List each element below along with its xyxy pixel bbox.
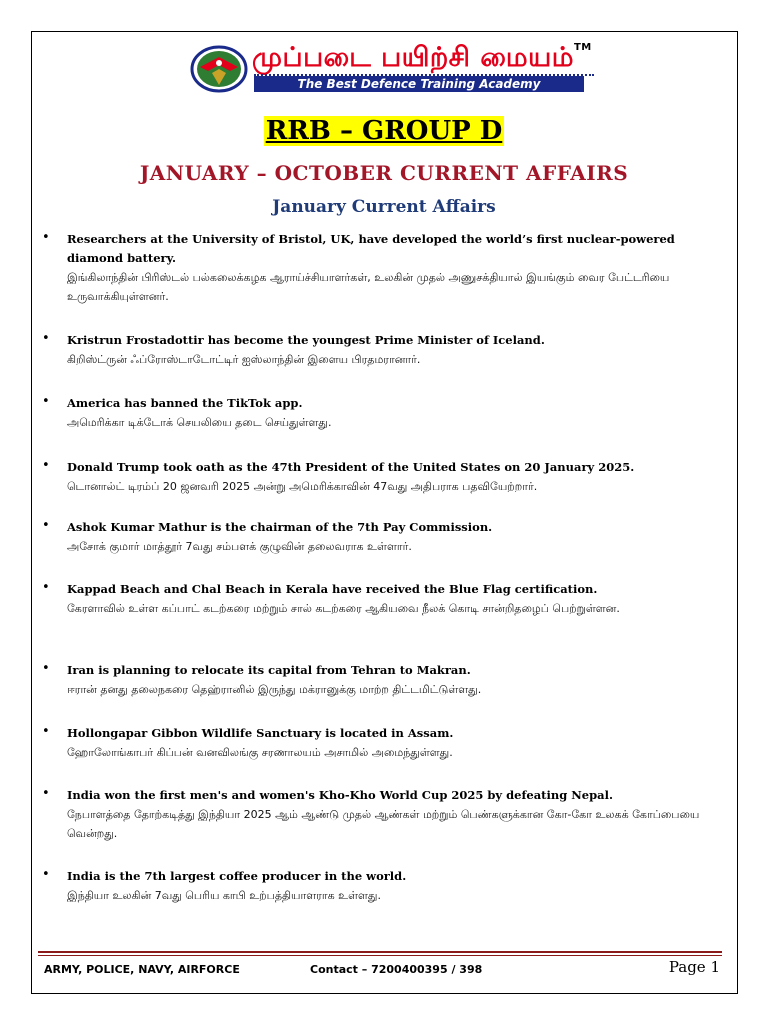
page-subtitle: JANUARY – OCTOBER CURRENT AFFAIRS	[139, 161, 629, 185]
item-english: Donald Trump took oath as the 47th President of the United States on 20 January 2025.	[67, 460, 635, 474]
bullet-icon: •	[42, 661, 50, 676]
item-english: Kristrun Frostadottir has become the youngest Prime Minister of Iceland.	[67, 333, 545, 347]
item-english: America has banned the TikTok app.	[67, 396, 303, 410]
brand-name-tamil: முப்படை பயிற்சி மையம்™	[252, 42, 592, 73]
item-english: Iran is planning to relocate its capital from Tehran to Makran.	[67, 663, 471, 677]
item-tamil: அமெரிக்கா டிக்டோக் செயலியை தடை செய்துள்ளது.	[67, 416, 332, 429]
page-title: RRB – GROUP D	[265, 116, 503, 146]
item-english: Researchers at the University of Bristol, UK, have developed the world’s first nuclear-powered diamond battery.	[67, 232, 675, 265]
bullet-icon: •	[42, 518, 50, 533]
bullet-icon: •	[42, 331, 50, 346]
footer-services: ARMY, POLICE, NAVY, AIRFORCE	[44, 963, 240, 976]
item-english: Hollongapar Gibbon Wildlife Sanctuary is located in Assam.	[67, 726, 454, 740]
section-heading: January Current Affairs	[272, 197, 496, 217]
item-english: Ashok Kumar Mathur is the chairman of the 7th Pay Commission.	[67, 520, 493, 534]
item-tamil: நேபாளத்தை தோற்கடித்து இந்தியா 2025 ஆம் ஆண்டு முதல் ஆண்கள் மற்றும் பெண்களுக்கான கோ-கோ உலகக் கோப்பையை வென்றது.	[67, 808, 700, 840]
bullet-icon: •	[42, 458, 50, 473]
footer-divider-thin	[38, 955, 722, 956]
item-tamil: கேரளாவில் உள்ள கப்பாட் கடற்கரை மற்றும் சால் கடற்கரை ஆகியவை நீலக் கொடி சான்றிதழைப் பெற்றுள்ளன.	[67, 602, 620, 615]
item-english: India is the 7th largest coffee producer in the world.	[67, 869, 407, 883]
item-english: Kappad Beach and Chal Beach in Kerala have received the Blue Flag certification.	[67, 582, 598, 596]
item-english: India won the first men's and women's Kho-Kho World Cup 2025 by defeating Nepal.	[67, 788, 613, 802]
bullet-icon: •	[42, 786, 50, 801]
footer-divider	[38, 951, 722, 953]
bullet-icon: •	[42, 230, 50, 245]
item-tamil: ஈரான் தனது தலைநகரை தெஹ்ரானில் இருந்து மக்ரானுக்கு மாற்ற திட்டமிட்டுள்ளது.	[67, 683, 482, 696]
footer-contact: Contact – 7200400395 / 398	[310, 963, 483, 976]
item-tamil: இங்கிலாந்தின் பிரிஸ்டல் பல்கலைக்கழக ஆராய்ச்சியாளர்கள், உலகின் முதல் அணுசக்தியால் இயங்கும் வைர பேட்டரியை உருவாக்கியுள்ளனர்.	[67, 271, 670, 303]
bullet-icon: •	[42, 394, 50, 409]
item-tamil: ஹோலோங்காபர் கிப்பன் வனவிலங்கு சரணாலயம் அசாமில் அமைந்துள்ளது.	[67, 746, 453, 759]
item-tamil: டொனால்ட் டிரம்ப் 20 ஜனவரி 2025 அன்று அமெரிக்காவின் 47வது அதிபராக பதவியேற்றார்.	[67, 480, 538, 493]
item-tamil: அசோக் குமார் மாத்தூர் 7வது சம்பளக் குழுவின் தலைவராக உள்ளார்.	[67, 540, 412, 553]
bullet-icon: •	[42, 724, 50, 739]
bullet-icon: •	[42, 580, 50, 595]
item-tamil: கிறிஸ்ட்ருன் ஃப்ரோஸ்டாடோட்டிர் ஐஸ்லாந்தின் இளைய பிரதமரானார்.	[67, 353, 421, 366]
page-number: Page 1	[668, 958, 720, 976]
item-tamil: இந்தியா உலகின் 7வது பெரிய காபி உற்பத்தியாளராக உள்ளது.	[67, 889, 381, 902]
bullet-icon: •	[42, 867, 50, 882]
brand-tagline: The Best Defence Training Academy	[254, 76, 584, 92]
academy-logo	[190, 42, 600, 98]
eagle-emblem-icon	[190, 45, 248, 93]
